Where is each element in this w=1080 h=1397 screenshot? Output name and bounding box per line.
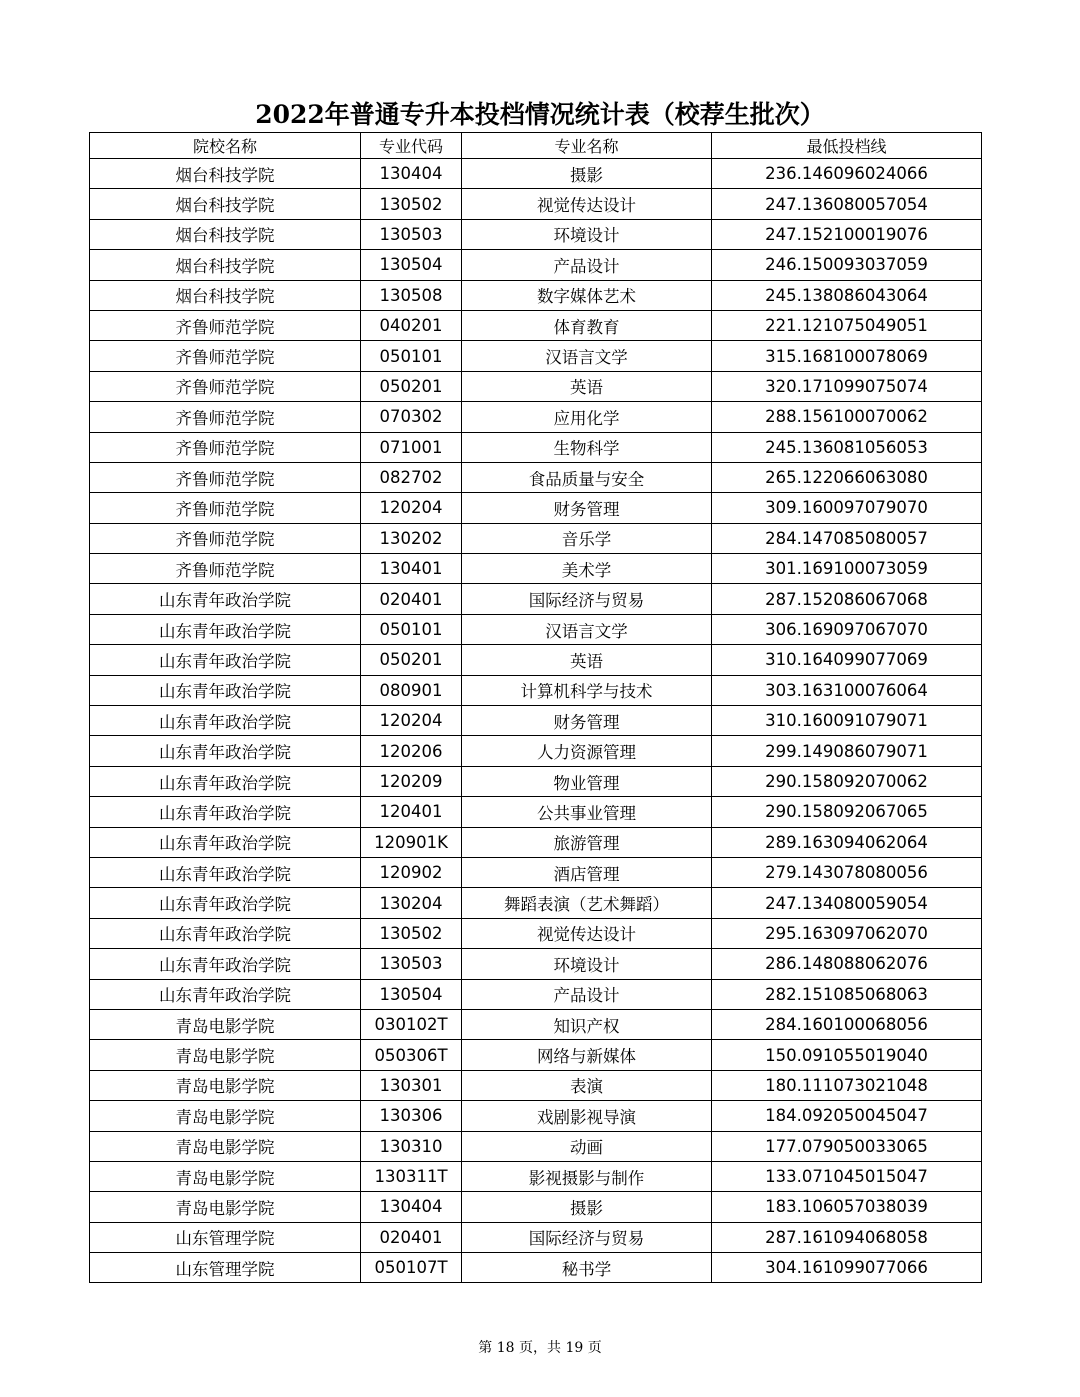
cell-school: 山东青年政治学院 — [90, 736, 361, 766]
cell-major-code: 120209 — [361, 766, 462, 796]
cell-major-code: 130401 — [361, 554, 462, 584]
cell-major-code: 120401 — [361, 797, 462, 827]
cell-major-name: 秘书学 — [462, 1253, 712, 1283]
cell-min-score: 303.163100076064 — [712, 675, 982, 705]
cell-min-score: 295.163097062070 — [712, 918, 982, 948]
cell-major-name: 数字媒体艺术 — [462, 280, 712, 310]
cell-major-code: 130202 — [361, 523, 462, 553]
cell-major-code: 130504 — [361, 979, 462, 1009]
cell-major-code: 040201 — [361, 310, 462, 340]
cell-school: 青岛电影学院 — [90, 1009, 361, 1039]
cell-major-name: 食品质量与安全 — [462, 462, 712, 492]
header-min-score: 最低投档线 — [712, 133, 982, 159]
cell-school: 青岛电影学院 — [90, 1101, 361, 1131]
cell-school: 齐鲁师范学院 — [90, 310, 361, 340]
cell-major-code: 050306T — [361, 1040, 462, 1070]
cell-major-name: 环境设计 — [462, 949, 712, 979]
cell-major-code: 050101 — [361, 341, 462, 371]
cell-major-code: 130404 — [361, 159, 462, 189]
admission-table — [89, 132, 982, 1283]
table-row — [90, 766, 982, 796]
cell-min-score: 299.149086079071 — [712, 736, 982, 766]
cell-school: 山东青年政治学院 — [90, 857, 361, 887]
cell-major-code: 120206 — [361, 736, 462, 766]
cell-min-score: 236.146096024066 — [712, 159, 982, 189]
cell-major-code: 120204 — [361, 493, 462, 523]
cell-min-score: 177.079050033065 — [712, 1131, 982, 1161]
table-row — [90, 918, 982, 948]
header-major-name: 专业名称 — [462, 133, 712, 159]
cell-school: 山东青年政治学院 — [90, 584, 361, 614]
table-row — [90, 219, 982, 249]
table-row — [90, 888, 982, 918]
cell-major-name: 人力资源管理 — [462, 736, 712, 766]
cell-major-code: 050201 — [361, 645, 462, 675]
cell-major-name: 物业管理 — [462, 766, 712, 796]
cell-school: 齐鲁师范学院 — [90, 493, 361, 523]
cell-major-code: 130504 — [361, 250, 462, 280]
cell-major-name: 产品设计 — [462, 250, 712, 280]
table-row — [90, 341, 982, 371]
cell-major-name: 英语 — [462, 371, 712, 401]
cell-major-name: 国际经济与贸易 — [462, 1222, 712, 1252]
cell-school: 山东青年政治学院 — [90, 797, 361, 827]
cell-min-score: 183.106057038039 — [712, 1192, 982, 1222]
cell-major-name: 摄影 — [462, 159, 712, 189]
table-row — [90, 645, 982, 675]
cell-min-score: 288.156100070062 — [712, 402, 982, 432]
cell-min-score: 246.150093037059 — [712, 250, 982, 280]
cell-school: 烟台科技学院 — [90, 250, 361, 280]
cell-school: 山东青年政治学院 — [90, 766, 361, 796]
cell-major-name: 财务管理 — [462, 493, 712, 523]
cell-min-score: 310.164099077069 — [712, 645, 982, 675]
cell-school: 青岛电影学院 — [90, 1131, 361, 1161]
table-row — [90, 949, 982, 979]
cell-major-code: 120204 — [361, 706, 462, 736]
cell-major-code: 030102T — [361, 1009, 462, 1039]
cell-school: 山东青年政治学院 — [90, 827, 361, 857]
cell-min-score: 245.136081056053 — [712, 432, 982, 462]
cell-school: 山东管理学院 — [90, 1222, 361, 1252]
cell-major-code: 130306 — [361, 1101, 462, 1131]
cell-major-name: 汉语言文学 — [462, 341, 712, 371]
cell-school: 青岛电影学院 — [90, 1161, 361, 1191]
cell-min-score: 265.122066063080 — [712, 462, 982, 492]
cell-min-score: 247.152100019076 — [712, 219, 982, 249]
cell-major-name: 戏剧影视导演 — [462, 1101, 712, 1131]
cell-major-name: 计算机科学与技术 — [462, 675, 712, 705]
cell-min-score: 282.151085068063 — [712, 979, 982, 1009]
cell-major-name: 表演 — [462, 1070, 712, 1100]
table-row — [90, 402, 982, 432]
table-row — [90, 1101, 982, 1131]
table-row — [90, 1192, 982, 1222]
header-school: 院校名称 — [90, 133, 361, 159]
table-row — [90, 1253, 982, 1283]
cell-major-name: 舞蹈表演（艺术舞蹈） — [462, 888, 712, 918]
cell-school: 青岛电影学院 — [90, 1070, 361, 1100]
table-row — [90, 614, 982, 644]
table-row — [90, 797, 982, 827]
cell-min-score: 247.136080057054 — [712, 189, 982, 219]
table-row — [90, 371, 982, 401]
cell-min-score: 287.161094068058 — [712, 1222, 982, 1252]
table-row — [90, 706, 982, 736]
table-row — [90, 584, 982, 614]
cell-major-code: 050107T — [361, 1253, 462, 1283]
cell-major-name: 美术学 — [462, 554, 712, 584]
table-row — [90, 189, 982, 219]
cell-major-code: 070302 — [361, 402, 462, 432]
cell-major-name: 动画 — [462, 1131, 712, 1161]
cell-min-score: 309.160097079070 — [712, 493, 982, 523]
cell-major-code: 130310 — [361, 1131, 462, 1161]
cell-major-name: 汉语言文学 — [462, 614, 712, 644]
table-row — [90, 523, 982, 553]
cell-min-score: 184.092050045047 — [712, 1101, 982, 1131]
cell-school: 烟台科技学院 — [90, 189, 361, 219]
cell-school: 青岛电影学院 — [90, 1040, 361, 1070]
cell-major-code: 130404 — [361, 1192, 462, 1222]
cell-major-code: 082702 — [361, 462, 462, 492]
cell-major-name: 音乐学 — [462, 523, 712, 553]
cell-min-score: 221.121075049051 — [712, 310, 982, 340]
cell-major-code: 050101 — [361, 614, 462, 644]
cell-school: 山东青年政治学院 — [90, 979, 361, 1009]
table-row — [90, 310, 982, 340]
table-row — [90, 462, 982, 492]
cell-major-name: 财务管理 — [462, 706, 712, 736]
cell-school: 山东青年政治学院 — [90, 675, 361, 705]
table-row — [90, 979, 982, 1009]
header-row — [90, 133, 982, 159]
cell-major-code: 080901 — [361, 675, 462, 705]
cell-major-code: 130503 — [361, 219, 462, 249]
cell-school: 齐鲁师范学院 — [90, 554, 361, 584]
cell-min-score: 310.160091079071 — [712, 706, 982, 736]
cell-major-name: 产品设计 — [462, 979, 712, 1009]
cell-major-name: 英语 — [462, 645, 712, 675]
cell-major-code: 130311T — [361, 1161, 462, 1191]
cell-major-code: 050201 — [361, 371, 462, 401]
cell-major-name: 知识产权 — [462, 1009, 712, 1039]
cell-major-name: 旅游管理 — [462, 827, 712, 857]
cell-major-code: 130301 — [361, 1070, 462, 1100]
table-row — [90, 250, 982, 280]
cell-school: 齐鲁师范学院 — [90, 523, 361, 553]
cell-major-name: 体育教育 — [462, 310, 712, 340]
cell-major-code: 130204 — [361, 888, 462, 918]
cell-min-score: 150.091055019040 — [712, 1040, 982, 1070]
cell-major-name: 环境设计 — [462, 219, 712, 249]
cell-major-name: 视觉传达设计 — [462, 189, 712, 219]
table-row — [90, 1222, 982, 1252]
cell-min-score: 286.148088062076 — [712, 949, 982, 979]
cell-major-name: 应用化学 — [462, 402, 712, 432]
page-footer: 第 18 页，共 19 页 — [478, 1340, 602, 1356]
cell-min-score: 306.169097067070 — [712, 614, 982, 644]
cell-school: 齐鲁师范学院 — [90, 371, 361, 401]
table-row — [90, 1161, 982, 1191]
table-row — [90, 1131, 982, 1161]
cell-major-code: 130508 — [361, 280, 462, 310]
cell-min-score: 287.152086067068 — [712, 584, 982, 614]
table-row — [90, 493, 982, 523]
table-row — [90, 675, 982, 705]
table-row — [90, 554, 982, 584]
cell-min-score: 304.161099077066 — [712, 1253, 982, 1283]
table-row — [90, 159, 982, 189]
cell-major-code: 120902 — [361, 857, 462, 887]
cell-min-score: 289.163094062064 — [712, 827, 982, 857]
cell-min-score: 315.168100078069 — [712, 341, 982, 371]
page-title: 2022年普通专升本投档情况统计表（校荐生批次） — [255, 100, 825, 129]
cell-min-score: 290.158092070062 — [712, 766, 982, 796]
cell-school: 山东青年政治学院 — [90, 645, 361, 675]
table-row — [90, 1009, 982, 1039]
table-row — [90, 827, 982, 857]
cell-major-name: 公共事业管理 — [462, 797, 712, 827]
table-row — [90, 280, 982, 310]
table-row — [90, 1040, 982, 1070]
cell-school: 齐鲁师范学院 — [90, 462, 361, 492]
cell-school: 齐鲁师范学院 — [90, 402, 361, 432]
cell-major-name: 生物科学 — [462, 432, 712, 462]
cell-major-name: 网络与新媒体 — [462, 1040, 712, 1070]
cell-major-code: 020401 — [361, 584, 462, 614]
cell-school: 烟台科技学院 — [90, 219, 361, 249]
cell-min-score: 284.147085080057 — [712, 523, 982, 553]
table-row — [90, 1070, 982, 1100]
cell-major-name: 酒店管理 — [462, 857, 712, 887]
cell-school: 山东管理学院 — [90, 1253, 361, 1283]
cell-min-score: 290.158092067065 — [712, 797, 982, 827]
cell-school: 齐鲁师范学院 — [90, 432, 361, 462]
cell-school: 山东青年政治学院 — [90, 918, 361, 948]
cell-min-score: 301.169100073059 — [712, 554, 982, 584]
table-row — [90, 736, 982, 766]
table-body — [90, 159, 982, 1283]
cell-school: 山东青年政治学院 — [90, 614, 361, 644]
cell-school: 山东青年政治学院 — [90, 706, 361, 736]
header-major-code: 专业代码 — [361, 133, 462, 159]
cell-school: 山东青年政治学院 — [90, 888, 361, 918]
cell-major-name: 摄影 — [462, 1192, 712, 1222]
cell-major-code: 130502 — [361, 189, 462, 219]
cell-min-score: 247.134080059054 — [712, 888, 982, 918]
cell-major-code: 020401 — [361, 1222, 462, 1252]
cell-school: 山东青年政治学院 — [90, 949, 361, 979]
cell-min-score: 180.111073021048 — [712, 1070, 982, 1100]
cell-min-score: 133.071045015047 — [712, 1161, 982, 1191]
cell-school: 齐鲁师范学院 — [90, 341, 361, 371]
cell-major-name: 国际经济与贸易 — [462, 584, 712, 614]
cell-min-score: 320.171099075074 — [712, 371, 982, 401]
table-header — [90, 133, 982, 159]
cell-school: 青岛电影学院 — [90, 1192, 361, 1222]
cell-min-score: 245.138086043064 — [712, 280, 982, 310]
cell-major-code: 071001 — [361, 432, 462, 462]
cell-major-name: 影视摄影与制作 — [462, 1161, 712, 1191]
cell-major-code: 120901K — [361, 827, 462, 857]
table-row — [90, 857, 982, 887]
cell-major-code: 130502 — [361, 918, 462, 948]
cell-major-name: 视觉传达设计 — [462, 918, 712, 948]
cell-school: 烟台科技学院 — [90, 159, 361, 189]
cell-school: 烟台科技学院 — [90, 280, 361, 310]
cell-min-score: 284.160100068056 — [712, 1009, 982, 1039]
cell-min-score: 279.143078080056 — [712, 857, 982, 887]
table-row — [90, 432, 982, 462]
cell-major-code: 130503 — [361, 949, 462, 979]
